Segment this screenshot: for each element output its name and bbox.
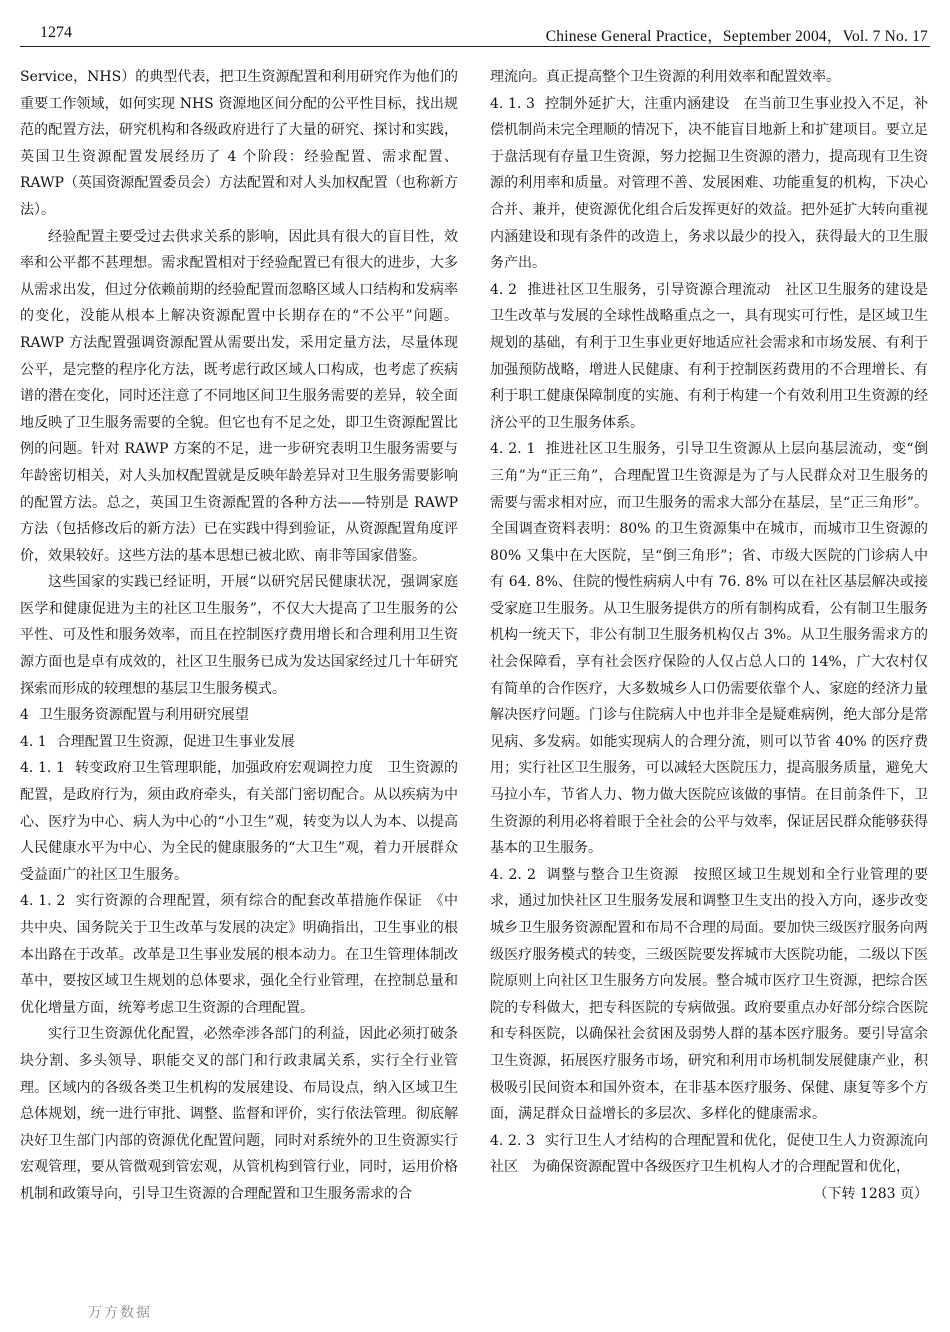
header-rule: [20, 46, 930, 47]
subsection-paragraph: [490, 277, 928, 437]
section-number: 4. 2. 3: [490, 1132, 535, 1149]
section-text: 推进社区卫生服务，引导卫生资源从上层向基层流动，变“倒三角”为“正三角”，合理配置卫生资源是为了与人民群众对卫生服务的需要与需求相对应，而卫生服务的需求大部分在基层，呈“正三角形”。全国调查资料表明：80% 的卫生资源集中在城市，而城市卫生资源的 80% 又集中在大医院，呈“倒三角形”；省、市级大医院的门诊病人中有 64. 8%、住院的慢性病病人中有 76. 8% 可以在社区基层解决或接受家庭卫生服务。从卫生服务提供方的所有制构成看，公有制卫生服务机构一统天下，非公有制卫生服务机构仅占 3%。从卫生服务需求方的社会保障看，享有社会医疗保险的人仅占总人口的 14%，广大农村仅有简单的合作医疗，大多数城乡人口仍需要依靠个人、家庭的经济力量解决医疗问题。门诊与住院病人中也并非全是疑难病例，绝大部分是常见病、多发病。如能实现病人的合理分流，则可以节省 40% 的医疗费用；实行社区卫生服务，可以减轻大医院压力，提高服务质量，避免大马拉小车，节省人力、物力做大医院应该做的事情。在目前条件下，卫生资源的利用必将着眼于全社会的公平与效率，保证居民群众能够获得基本的卫生服务。: [490, 441, 928, 857]
continued-note: （下转 1283 页）: [813, 1185, 928, 1202]
right-column: [490, 64, 928, 1208]
paragraph: 经验配置主要受过去供求关系的影响，因此具有很大的盲目性，效率和公平都不甚理想。需求配置相对于经验配置已有很大的进步，大多从需求出发，但过分依赖前期的经验配置而忽略区域人口结构和发病率的变化，没能从根本上解决资源配置中长期存在的“不公平”问题。RAWP 方法配置强调资源配置从需要出发，采用定量方法，尽量体现公平，是完整的程序化方法，既考虑行政区域人口构成，也考虑了疾病谱的潜在变化，同时还注意了不同地区间卫生服务需要的差异，较全面地反映了卫生服务需要的全貌。但它也有不足之处，即卫生资源配置比例的问题。针对 RAWP 方案的不足，进一步研究表明卫生服务需要与年龄密切相关，对人头加权配置就是反映年龄差异对卫生服务需要影响的配置方法。总之，英国卫生资源配置的各种方法——特别是 RAWP 方法（包括修改后的新方法）已在实践中得到验证，从资源配置角度评价，效果较好。这些方法的基本思想已被北欧、南非等国家借鉴。: [20, 228, 458, 564]
section-title: 卫生服务资源配置与利用研究展望: [38, 707, 249, 724]
subsection-paragraph: [20, 755, 458, 888]
section-text: 实行卫生人才结构的合理配置和优化，促使卫生人力资源流向社区 为确保资源配置中各级医疗卫生机构人才的合理配置和优化，: [490, 1132, 928, 1176]
section-text: 推进社区卫生服务，引导资源合理流动 社区卫生服务的建设是卫生改革与发展的全球性战略重点之一，具有现实可行性，是区域卫生规划的基础，有利于卫生事业更好地适应社会需求和市场发展、有利于加强预防战略，增进人民健康、有利于控制医药费用的不合理增长、有利于职工健康保障制度的实施、有利于构建一个有效利用卫生资源的经济公平的卫生服务体系。: [490, 281, 929, 431]
paragraph: 理流向。真正提高整个卫生资源的利用效率和配置效率。: [490, 69, 840, 85]
section-heading: [20, 702, 458, 729]
paragraph: 实行卫生资源优化配置，必然牵涉各部门的利益，因此必须打破条块分割、多头领导、职能交叉的部门和行政隶属关系，实行全行业管理。区域内的各级各类卫生机构的发展建设、布局设点，纳入区域卫生总体规划，统一进行审批、调整、监督和评价，实行依法管理。彻底解决好卫生部门内部的资源优化配置问题，同时对系统外的卫生资源实行宏观管理，要从管微观到管宏观，从管机构到管行业，同时，运用价格机制和政策导向，引导卫生资源的合理配置和卫生服务需求的合: [20, 1026, 458, 1202]
section-number: 4. 2: [490, 281, 518, 298]
subsection-paragraph: [490, 91, 928, 277]
journal-info: Chinese General Practice，September 2004，Vol. 7 No. 17: [545, 28, 928, 45]
section-text: 调整与整合卫生资源 按照区域卫生规划和全行业管理的要求，通过加快社区卫生服务发展和调整卫生支出的投入方向，逐步改变城乡卫生服务资源配置和布局不合理的局面。要加快三级医疗服务向两级医疗服务模式的转变，三级医院要发挥城市大医院功能，二级以下医院原则上向社区卫生服务方向发展。整合城市医疗卫生资源，把综合医院的专科做大，把专科医院的专病做强。政府要重点办好部分综合医院和专科医院，以确保社会贫困及弱势人群的基本医疗服务。要引导富余卫生资源，拓展医疗服务市场，研究和利用市场机制发展健康产业，积极吸引民间资本和国外资本，在非基本医疗服务、保健、康复等多个方面，满足群众日益增长的多层次、多样化的健康需求。: [490, 866, 928, 1123]
watermark: 万方数据: [88, 1305, 152, 1321]
section-text: 控制外延扩大，注重内涵建设 在当前卫生事业投入不足，补偿机制尚未完全理顺的情况下，决不能盲目地新上和扩建项目。要立足于盘活现有存量卫生资源，努力挖掘卫生资源的潜力，提高现有卫生资源的利用率和质量。对管理不善、发展困难、功能重复的机构，下决心合并、兼并，使资源优化组合后发挥更好的效益。把外延扩大转向重视内涵建设和现有条件的改造上，务求以最少的投入，获得最大的卫生服务产出。: [490, 95, 928, 272]
subsection-paragraph: [20, 888, 458, 1021]
section-number: 4: [20, 707, 29, 724]
subsection-heading: [20, 729, 458, 756]
page-number: 1274: [40, 24, 72, 41]
section-number: 4. 1. 2: [20, 893, 66, 910]
section-number: 4. 2. 2: [490, 866, 536, 883]
left-column: [20, 64, 458, 1208]
section-text: 转变政府卫生管理职能，加强政府宏观调控力度 卫生资源的配置，是政府行为，须由政府牵头，有关部门密切配合。从以疾病为中心、医疗为中心、病人为中心的“小卫生”观，转变为以人为本、以提高人民健康水平为中心、为全民的健康服务的“大卫生”观，着力开展群众受益面广的社区卫生服务。: [20, 760, 458, 883]
subsection-paragraph: [490, 862, 928, 1128]
running-header: [0, 8, 950, 45]
paragraph: Service，NHS）的典型代表，把卫生资源配置和利用研究作为他们的重要工作领域，如何实现 NHS 资源地区间分配的公平性目标，找出规范的配置方法，研究机构和各级政府进行了大量的研究、探讨和实践，英国卫生资源配置发展经历了 4 个阶段：经验配置、需求配置、RAWP（英国资源配置委员会）方法配置和对人头加权配置（也称新方法）。: [20, 69, 458, 218]
section-number: 4. 1: [20, 733, 47, 750]
section-number: 4. 1. 1: [20, 760, 65, 777]
section-title: 合理配置卫生资源，促进卫生事业发展: [56, 733, 295, 750]
section-number: 4. 2. 1: [490, 441, 536, 458]
paragraph: 这些国家的实践已经证明，开展“以研究居民健康状况，强调家庭医学和健康促进为主的社区卫生服务”，不仅大大提高了卫生服务的公平性、可及性和服务效率，而且在控制医疗费用增长和合理利用卫生资源方面也是卓有成效的，社区卫生服务已成为发达国家经过几十年研究探索而形成的较理想的基层卫生服务模式。: [20, 574, 458, 697]
section-number: 4. 1. 3: [490, 95, 535, 112]
section-text: 实行资源的合理配置，须有综合的配套改革措施作保证 《中共中央、国务院关于卫生改革与发展的决定》明确指出，卫生事业的根本出路在于改革。改革是卫生事业发展的根本动力。在卫生管理体制改革中，要按区域卫生规划的总体要求，强化全行业管理，在控制总量和优化增量方面，统筹考虑卫生资源的合理配置。: [20, 893, 458, 1016]
subsection-paragraph: [490, 436, 928, 862]
subsection-paragraph: [490, 1128, 928, 1202]
